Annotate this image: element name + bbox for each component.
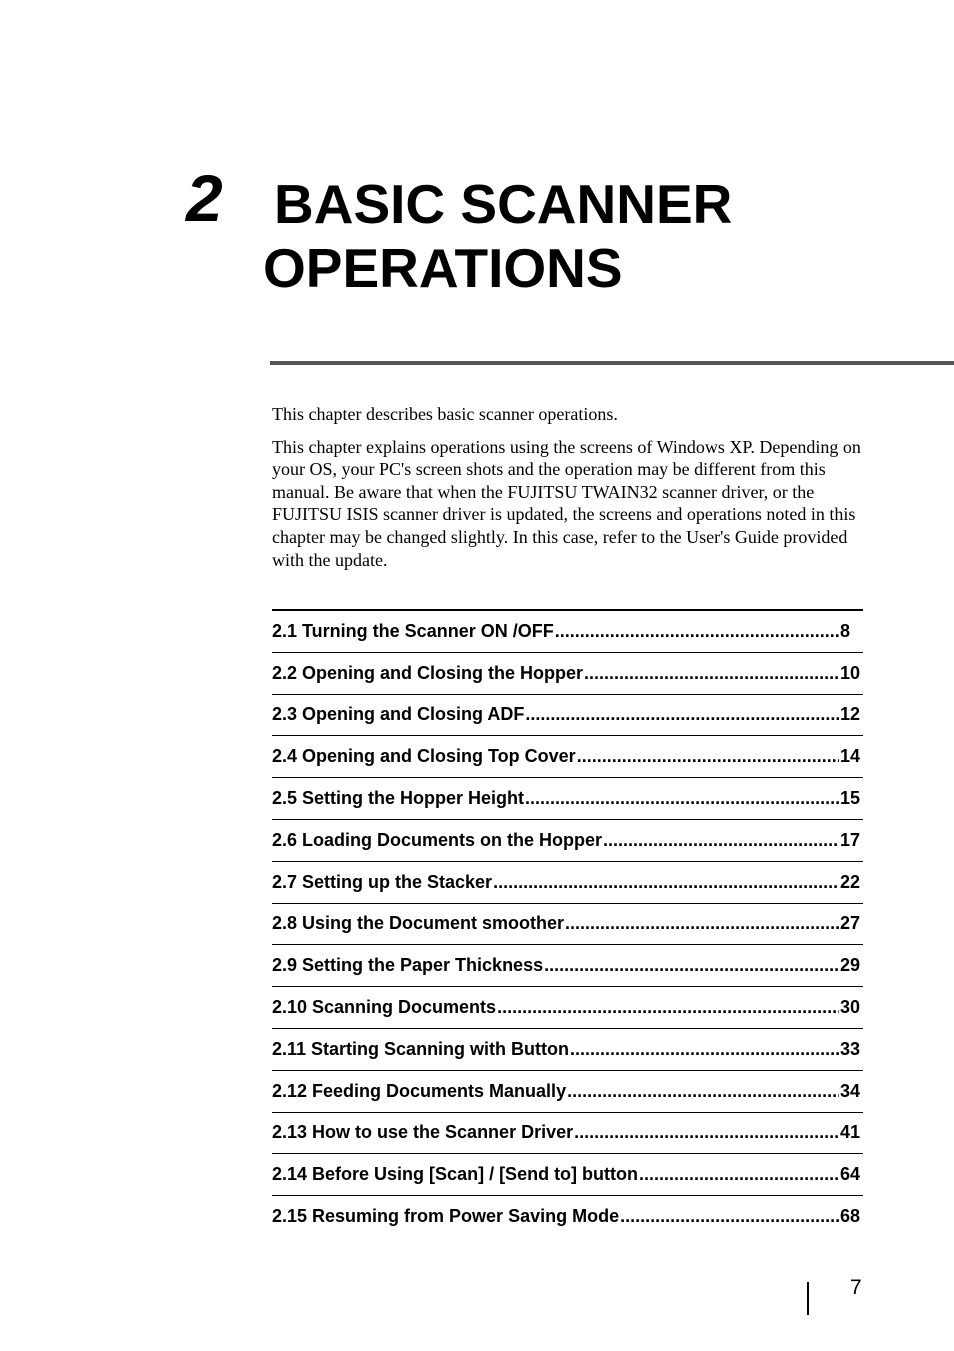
- toc-leader-dots: [497, 997, 839, 1018]
- intro-paragraph-2: This chapter explains operations using the screens of Windows XP. Depending on your OS, your PC's screen shots and the operation may be different from this manual. Be aware that when the FUJITSU TWAIN32 scanner driver, or the FUJITSU ISIS scanner driver is updated, the screens and operations noted in this chapter may be changed slightly. In this case, refer to the User's Guide provided with the update.: [272, 436, 861, 570]
- toc-entry-label: 2.2 Opening and Closing the Hopper: [272, 662, 584, 683]
- toc-entry-2-14[interactable]: [272, 1154, 863, 1196]
- chapter-number: 2: [186, 161, 223, 235]
- toc-entry-page: 30: [840, 997, 861, 1018]
- toc-entry-label: 2.5 Setting the Hopper Height: [272, 788, 525, 809]
- toc-entry-label: 2.13 How to use the Scanner Driver: [272, 1122, 574, 1143]
- toc-leader-dots: [620, 1206, 839, 1227]
- toc-entry-2-13[interactable]: [272, 1113, 863, 1155]
- toc-leader-dots: [544, 955, 839, 976]
- toc-entry-2-8[interactable]: [272, 904, 863, 946]
- toc-entry-page: 8: [840, 620, 851, 641]
- footer-divider: [807, 1282, 809, 1315]
- table-of-contents: [272, 609, 863, 1237]
- toc-entry-2-7[interactable]: [272, 862, 863, 904]
- toc-entry-page: 10: [840, 662, 861, 683]
- toc-leader-dots: [525, 788, 839, 809]
- toc-leader-dots: [567, 1081, 839, 1102]
- toc-entry-page: 17: [840, 829, 861, 850]
- toc-leader-dots: [555, 621, 839, 642]
- toc-entry-page: 64: [840, 1164, 861, 1185]
- toc-leader-dots: [570, 1039, 839, 1060]
- toc-leader-dots: [565, 913, 839, 934]
- chapter-intro: [272, 403, 862, 571]
- toc-entry-label: 2.3 Opening and Closing ADF: [272, 704, 525, 725]
- toc-entry-label: 2.4 Opening and Closing Top Cover: [272, 746, 576, 767]
- toc-entry-label: 2.11 Starting Scanning with Button: [272, 1038, 570, 1059]
- toc-entry-2-10[interactable]: [272, 987, 863, 1029]
- toc-entry-label: 2.8 Using the Document smoother: [272, 913, 565, 934]
- toc-leader-dots: [603, 830, 839, 851]
- toc-entry-2-4[interactable]: [272, 736, 863, 778]
- toc-entry-label: 2.12 Feeding Documents Manually: [272, 1080, 567, 1101]
- toc-entry-page: 15: [840, 788, 861, 809]
- toc-entry-label: 2.9 Setting the Paper Thickness: [272, 955, 544, 976]
- toc-entry-2-9[interactable]: [272, 945, 863, 987]
- toc-leader-dots: [639, 1164, 839, 1185]
- toc-entry-page: 68: [840, 1206, 861, 1227]
- toc-entry-2-5[interactable]: [272, 778, 863, 820]
- toc-entry-label: 2.14 Before Using [Scan] / [Send to] button: [272, 1164, 639, 1185]
- toc-entry-label: 2.10 Scanning Documents: [272, 997, 497, 1018]
- toc-entry-label: 2.1 Turning the Scanner ON /OFF: [272, 620, 554, 641]
- page-number: 7: [850, 1276, 862, 1299]
- toc-entry-label: 2.6 Loading Documents on the Hopper: [272, 829, 603, 850]
- toc-entry-2-2[interactable]: [272, 653, 863, 695]
- toc-entry-page: 22: [840, 871, 861, 892]
- toc-leader-dots: [493, 872, 839, 893]
- toc-leader-dots: [584, 663, 839, 684]
- toc-leader-dots: [577, 746, 839, 767]
- toc-entry-2-6[interactable]: [272, 820, 863, 862]
- toc-entry-label: 2.15 Resuming from Power Saving Mode: [272, 1206, 620, 1227]
- toc-entry-page: 29: [840, 955, 861, 976]
- toc-entry-page: 12: [840, 704, 861, 725]
- toc-entry-2-12[interactable]: [272, 1071, 863, 1113]
- toc-entry-2-3[interactable]: [272, 695, 863, 737]
- toc-entry-label: 2.7 Setting up the Stacker: [272, 871, 493, 892]
- chapter-title: [263, 172, 863, 300]
- toc-entry-page: 27: [840, 913, 861, 934]
- toc-entry-page: 41: [840, 1122, 861, 1143]
- intro-paragraph-1: This chapter describes basic scanner operations.: [272, 404, 618, 424]
- toc-leader-dots: [574, 1122, 839, 1143]
- toc-entry-page: 14: [840, 746, 861, 767]
- toc-entry-2-11[interactable]: [272, 1029, 863, 1071]
- toc-entry-page: 33: [840, 1038, 861, 1059]
- chapter-title-line1: BASIC SCANNER: [274, 173, 733, 235]
- chapter-title-line2: OPERATIONS: [263, 237, 623, 299]
- title-rule: [270, 361, 954, 365]
- toc-leader-dots: [525, 704, 839, 725]
- toc-entry-2-1[interactable]: [272, 611, 863, 653]
- toc-entry-page: 34: [840, 1080, 861, 1101]
- toc-entry-2-15[interactable]: [272, 1196, 863, 1237]
